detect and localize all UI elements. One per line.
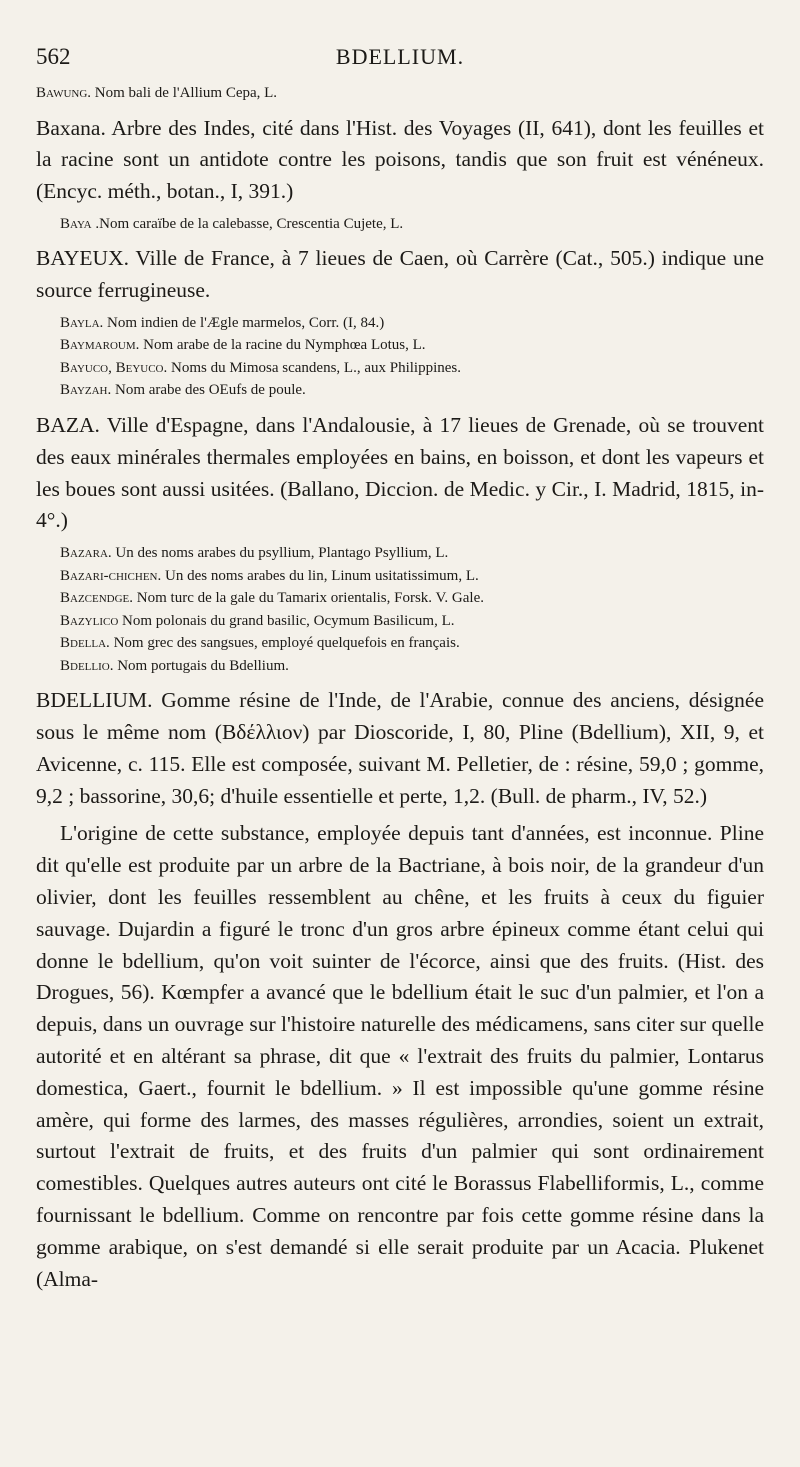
entry-bazari-chichen — [36, 566, 764, 588]
entry-headword: BAYEUX. — [36, 246, 129, 271]
entry-baymaroum — [36, 335, 764, 357]
entry-text: Nom turc de la gale du Tamarix orientalis, Forsk. V. Gale. — [133, 590, 484, 607]
bdellium-origin-paragraph: L'origine de cette substance, employée depuis tant d'années, est inconnue. Pline dit qu'elle est produite par un arbre de la Bactriane, à bois noir, de la grandeur d'un olivier, dont les feuilles ressemblent au chêne, et les fruits à ceux du figuier sauvage. Dujardin a figuré le tronc d'un gros arbre épineux comme étant celui qui donne le bdellium, qu'on voit suinter de l'écorce, ainsi que des fruits. (Hist. des Drogues, 56). Kœmpfer a avancé que le bdellium était le suc d'un palmier, et l'on a depuis, dans un ouvrage sur l'histoire naturelle des médicamens, sans citer sur quelle autorité et en altérant sa phrase, dit que « l'extrait des fruits du palmier, Lontarus domestica, Gaert., fournit le bdellium. » Il est impossible qu'une gomme résine amère, qui forme des larmes, des masses régulières, arrondies, soient un extrait, surtout l'extrait de fruits, et des fruits d'un palmier qui sont ordinairement comestibles. Quelques autres auteurs ont cité le Borassus Flabelliformis, L., comme fournissant le bdellium. Comme on rencontre par fois cette gomme résine dans la gomme arabique, on s'est demandé si elle serait produite par un Acacia. Plukenet (Alma- — [36, 821, 764, 1291]
entry-text: Ville d'Espagne, dans l'Andalousie, à 17 lieues de Grenade, où se trouvent des eaux minérales thermales employées en bains, en boisson, et dont les vapeurs et les boues sont aussi usitées. (Ballano, Diccion. de Medic. y Cir., I. Madrid, 1815, in-4°.) — [36, 412, 764, 533]
entry-headword: Bazari-chichen. — [60, 567, 162, 584]
entry-bayzah — [36, 380, 764, 402]
entry-text: Ville de France, à 7 lieues de Caen, où Carrère (Cat., 505.) indique une source ferrugineuse. — [36, 246, 764, 303]
entry-bawung — [36, 83, 764, 105]
entry-text: Nom indien de l'Ægle marmelos, Corr. (I, 84.) — [103, 314, 385, 331]
entry-headword: Bazara. — [60, 545, 112, 562]
entry-baza — [36, 410, 764, 537]
entry-text: Nom polonais du grand basilic, Ocymum Basilicum, L. — [118, 612, 455, 629]
entry-headword: Bawung. — [36, 85, 92, 101]
entry-text: Un des noms arabes du lin, Linum usitatissimum, L. — [161, 567, 479, 584]
entry-bdellio — [36, 656, 764, 678]
entry-bayla — [36, 313, 764, 335]
page-number: 562 — [36, 44, 71, 69]
entry-bazara — [36, 543, 764, 565]
running-head: BDELLIUM. — [335, 44, 465, 69]
entry-baxana — [36, 113, 764, 208]
entry-text: Un des noms arabes du psyllium, Plantago Psyllium, L. — [111, 545, 449, 562]
entry-bazcendge — [36, 588, 764, 610]
page-body — [36, 82, 764, 1301]
entry-bazylico — [36, 611, 764, 633]
entry-text: Nom portugais du Bdellium. — [113, 657, 289, 674]
entry-text: . Arbre des Indes, cité dans l'Hist. des Voyages (II, 641), dont les feuilles et la racine sont un antidote contre les poisons, tandis que son fruit est vénéneux. (Encyc. méth., botan., I, 391.) — [36, 115, 764, 204]
entry-text: Gomme résine de l'Inde, de l'Arabie, connue des anciens, désignée sous le même nom (Βδέλλιον) par Dioscoride, I, 80, Pline (Bdellium), XII, 9, et Avicenne, c. 115. Elle est composée, suivant M. Pelletier, de : résine, 59,0 ; gomme, 9,2 ; bassorine, 30,6; d'huile essentielle et perte, 1,2. (Bull. de pharm., IV, 52.) — [36, 688, 764, 808]
entry-bdella — [36, 633, 764, 655]
entry-headword: Bayuco, Beyuco. — [60, 359, 168, 376]
entry-text: Nom arabe des OEufs de poule. — [111, 382, 306, 399]
entry-headword: Bazcendge. — [60, 590, 134, 607]
entry-headword: Bdellio. — [60, 657, 114, 674]
entry-headword: BAZA. — [36, 412, 100, 437]
entry-headword: Baxana — [36, 115, 101, 140]
entry-text: Noms du Mimosa scandens, L., aux Philippines. — [167, 359, 461, 376]
entry-text: .Nom caraïbe de la calebasse, Crescentia Cujete, L. — [91, 215, 404, 232]
entry-headword: Bayla. — [60, 314, 104, 331]
entry-headword: Baymaroum. — [60, 337, 140, 354]
entry-text: Nom grec des sangsues, employé quelquefois en français. — [109, 635, 460, 652]
page-header — [36, 44, 764, 74]
entry-bayuco — [36, 358, 764, 380]
entry-bdellium — [36, 685, 764, 812]
entry-headword: Bayzah. — [60, 382, 112, 399]
entry-text: Nom arabe de la racine du Nymphœa Lotus, L. — [139, 337, 426, 354]
entry-baya — [36, 214, 764, 236]
entry-headword: Bazylico — [60, 612, 119, 629]
entry-headword: Bdella. — [60, 635, 110, 652]
entry-headword: BDELLIUM. — [36, 688, 153, 713]
entry-bayeux — [36, 243, 764, 307]
entry-headword: Baya — [60, 215, 92, 232]
entry-text: Nom bali de l'Allium Cepa, L. — [91, 85, 278, 101]
